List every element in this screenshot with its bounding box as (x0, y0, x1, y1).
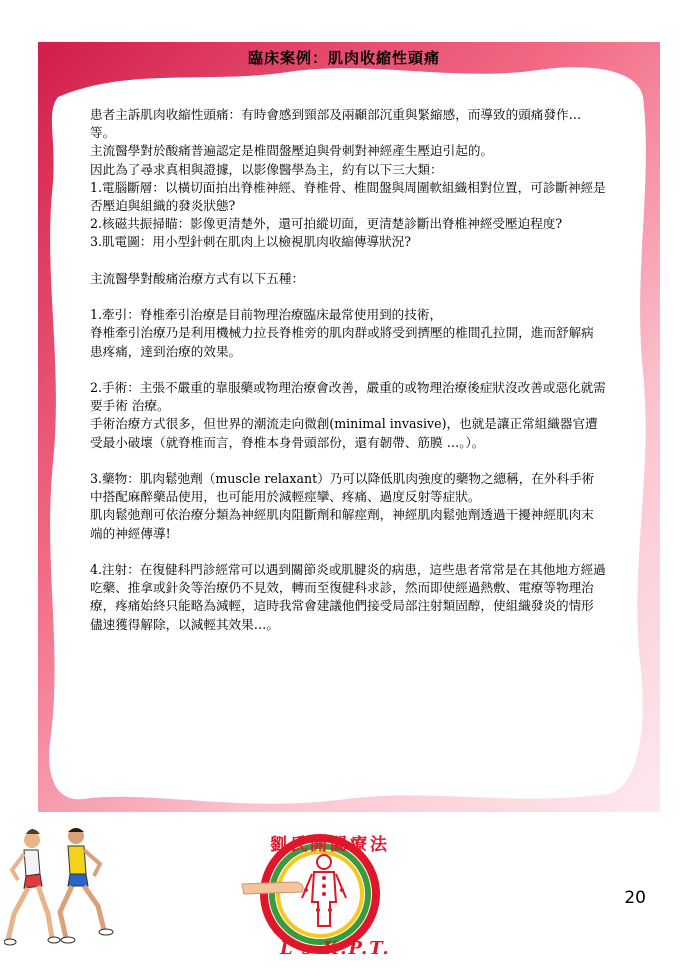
page-number: 20 (624, 888, 646, 908)
paragraph: 主流醫學對於酸痛普遍認定是椎間盤壓迫與骨刺對神經產生壓迫引起的。 (90, 143, 493, 159)
paragraph: 4.注射：在復健科門診經常可以遇到關節炎或肌腱炎的病患，這些患者常常是在其他地方經過吃藥、推拿或針灸等治療仍不見效，轉而至復健科求診，然而即使經過熱敷、電療等物理治療，疼痛始終只能略為減輕，這時我常會建議他們接受局部注射類固醇，使組織發炎的情形儘速獲得解除，以減輕其效果…。 (90, 562, 606, 632)
paragraph: 3.藥物：肌肉鬆弛劑（muscle relaxant）乃可以降低肌肉強度的藥物之總稱，在外科手術中搭配麻醉藥品使用，也可能用於減輕痙攣、疼痛、過度反射等症狀。 (90, 471, 595, 505)
spacer (90, 288, 606, 306)
page-title: 臨床案例：肌肉收縮性頭痛 (247, 49, 440, 67)
paragraph: 脊椎牽引治療乃是利用機械力拉長脊椎旁的肌肉群或將受到擠壓的椎間孔拉開，進而舒解病患疼痛，達到治療的效果。 (90, 325, 594, 359)
spacer (90, 361, 606, 379)
paragraph: 2.手術：主張不嚴重的靠服藥或物理治療會改善，嚴重的或物理治療後症狀沒改善或惡化就需要手術 治療。 (90, 380, 606, 414)
paragraph: 1.牽引：脊椎牽引治療是目前物理治療臨床最常使用到的技術， (90, 307, 443, 323)
body-text (90, 106, 606, 634)
logo-title: 劉氏開闔療法 (270, 835, 390, 855)
paragraph: 1.電腦斷層：以橫切面拍出脊椎神經、脊椎骨、椎間盤與周圍軟組織相對位置，可診斷神經是否壓迫與組織的發炎狀態? (90, 179, 606, 214)
spacer (90, 252, 606, 270)
paragraph: 2.核磁共振掃瞄：影像更清楚外，還可拍縱切面，更清楚診斷出脊椎神經受壓迫程度? (90, 216, 563, 232)
paragraph: 患者主訴肌肉收縮性頭痛：有時會感到頸部及兩顳部沉重與緊縮感，而導致的頭痛發作…等。 (90, 107, 582, 141)
paragraph: 手術治療方式很多，但世界的潮流走向微創(minimal invasive)，也就是讓正常組織器官遭受最小破壞（就脊椎而言，脊椎本身骨頭部份，還有韌帶、筋膜 …。）。 (90, 416, 598, 450)
paragraph: 主流醫學對酸痛治療方式有以下五種： (90, 270, 305, 286)
paragraph: 3.肌電圖：用小型針刺在肌肉上以檢視肌肉收縮傳導狀況? (90, 234, 412, 250)
paragraph: 肌肉鬆弛劑可依治療分類為神經肌肉阻斷劑和解痙劑，神經肌肉鬆弛劑透過干擾神經肌肉末端的神經傳導! (90, 507, 594, 541)
spacer (90, 452, 606, 470)
logo-subtitle: L's K.P.T. (280, 938, 391, 959)
paragraph: 因此為了尋求真相與證據，以影像醫學為主，約有以下三大類： (90, 161, 443, 177)
runners-illustration (4, 822, 114, 952)
spacer (90, 543, 606, 561)
